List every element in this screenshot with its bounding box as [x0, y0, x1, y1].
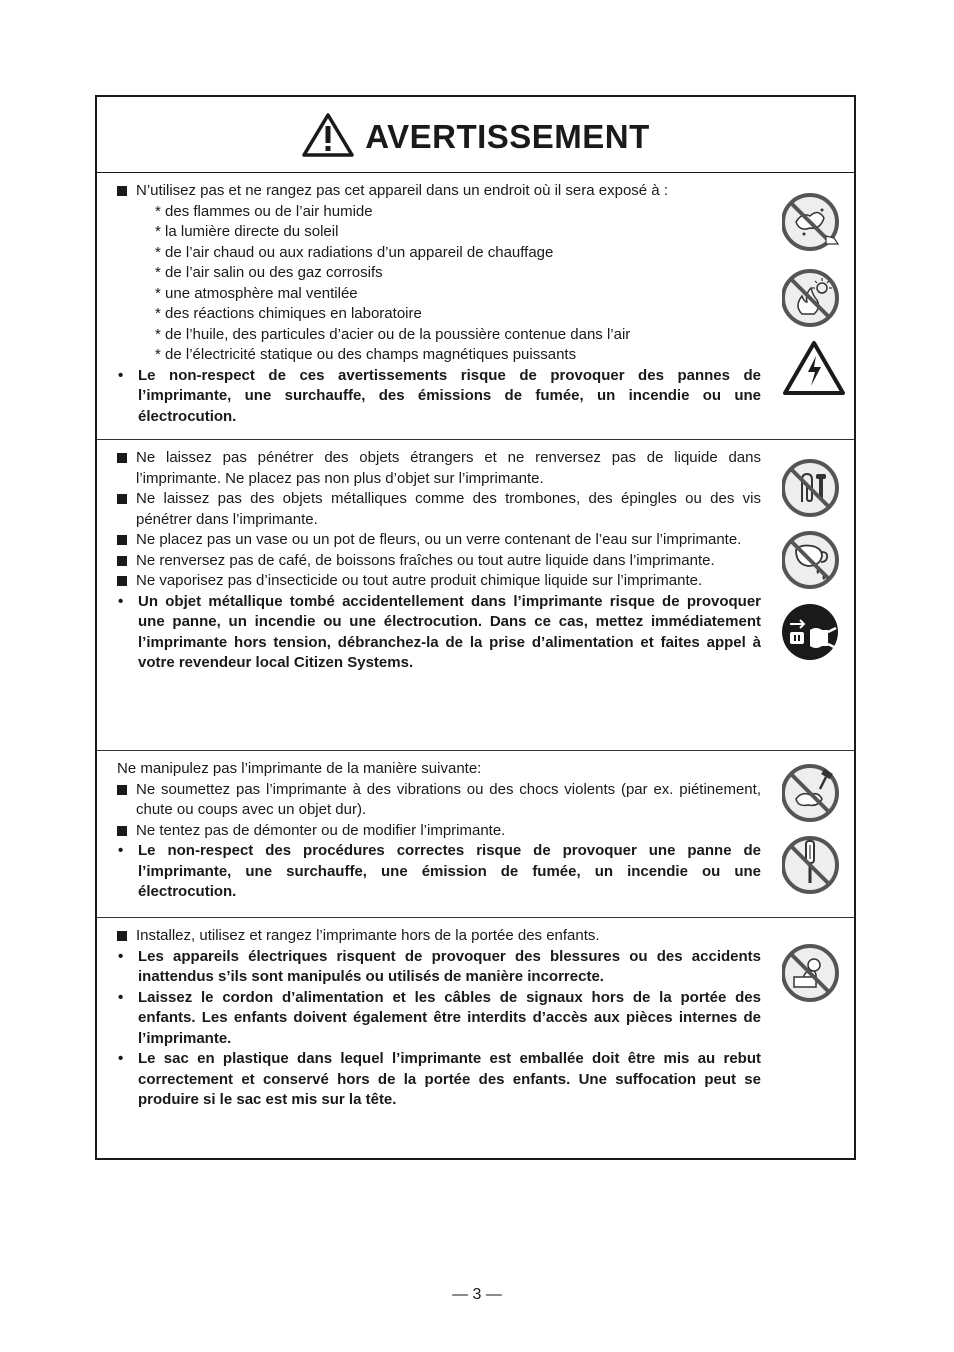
list-item: Ne soumettez pas l’imprimante à des vibrations ou des chocs violents (par ex. piétinement, chute ou coups avec un objet dur). — [117, 780, 761, 821]
warning-note: • Le non-respect de ces avertissements risque de provoquer des pannes de l’imprimante, une surchauffe, des émissions de fumée, un incendie ou une électrocution. — [118, 366, 761, 425]
list-item: Installez, utilisez et rangez l’imprimante hors de la portée des enfants. — [117, 926, 761, 947]
square-bullet-icon — [117, 556, 127, 566]
list-item: * de l’électricité statique ou des champs magnétiques puissants — [117, 345, 761, 366]
list-item: N’utilisez pas et ne rangez pas cet appareil dans un endroit où il sera exposé à : — [117, 181, 761, 202]
list-item: * une atmosphère mal ventilée — [117, 284, 761, 305]
list-item: * de l’air salin ou des gaz corrosifs — [117, 263, 761, 284]
list-item: Ne laissez pas des objets métalliques comme des trombones, des épingles ou des vis pénétrer dans l’imprimante. — [117, 489, 761, 530]
square-bullet-icon — [117, 186, 127, 196]
section-intro: Ne manipulez pas l’imprimante de la manière suivante: — [117, 760, 482, 777]
no-humidity-icon — [782, 192, 842, 252]
warning-box — [95, 95, 856, 1160]
list-item: * des flammes ou de l’air humide — [117, 202, 761, 223]
square-bullet-icon — [117, 453, 127, 463]
square-bullet-icon — [117, 826, 127, 836]
no-disassembly-icon — [782, 835, 842, 895]
warning-header — [97, 97, 854, 173]
list-item: Ne vaporisez pas d’insecticide ou tout autre produit chimique liquide sur l’imprimante. — [117, 571, 761, 592]
list-item: * de l’air chaud ou aux radiations d’un appareil de chauffage — [117, 243, 761, 264]
page-number: — 3 — — [452, 1286, 502, 1303]
list-item: Ne renversez pas de café, de boissons fraîches ou tout autre liquide dans l’imprimante. — [117, 551, 761, 572]
section-children — [97, 917, 854, 1158]
square-bullet-icon — [117, 785, 127, 795]
no-metal-objects-icon — [782, 458, 842, 518]
warning-triangle-icon — [301, 112, 355, 158]
warning-note: • Les appareils électriques risquent de provoquer des blessures ou des accidents inattendus s’ils sont manipulés ou utilisés de manière incorrecte. — [118, 947, 761, 985]
warning-title: AVERTISSEMENT — [365, 117, 650, 155]
no-shock-icon — [782, 763, 842, 823]
list-item: Ne laissez pas pénétrer des objets étrangers et ne renversez pas de liquide dans l’imprimante. Ne placez pas non plus d’objet sur l’imprimante. — [117, 448, 761, 489]
no-liquid-icon — [782, 530, 842, 590]
square-bullet-icon — [117, 576, 127, 586]
unplug-icon — [782, 602, 842, 662]
no-fire-sun-icon — [782, 268, 842, 328]
list-item: * de l’huile, des particules d’acier ou de la poussière contenue dans l’air — [117, 325, 761, 346]
electric-shock-warning-icon — [782, 340, 846, 396]
warning-note: • Le sac en plastique dans lequel l’imprimante est emballée doit être mis au rebut correctement et conservé hors de la portée des enfants. Une suffocation peut se produire si le sac est mis sur la tête. — [118, 1050, 761, 1108]
warning-note: • Un objet métallique tombé accidentellement dans l’imprimante risque de provoquer une panne, un incendie ou une électrocution. Dans ce cas, mettez immédiatement l’imprimante hors tension, débranchez-la de la prise d’alimentation et faites appel à votre revendeur local Citizen Systems. — [118, 592, 761, 671]
section-handling — [97, 750, 854, 918]
square-bullet-icon — [117, 494, 127, 504]
square-bullet-icon — [117, 535, 127, 545]
section-foreign-objects — [97, 439, 854, 751]
warning-note: • Le non-respect des procédures correctes risque de provoquer une panne de l’imprimante, une surchauffe, une émission de fumée, un incendie ou une électrocution. — [118, 842, 761, 900]
section-environment — [97, 172, 854, 440]
list-item: Ne placez pas un vase ou un pot de fleurs, ou un verre contenant de l’eau sur l’imprimante. — [117, 530, 761, 551]
keep-from-children-icon — [782, 943, 842, 1003]
warning-note: • Laissez le cordon d’alimentation et les câbles de signaux hors de la portée des enfants. Les enfants doivent également être interdits d’accès aux pièces internes de l’imprimante. — [118, 988, 761, 1047]
square-bullet-icon — [117, 931, 127, 941]
list-item: * la lumière directe du soleil — [117, 222, 761, 243]
list-item: * des réactions chimiques en laboratoire — [117, 304, 761, 325]
list-item: Ne tentez pas de démonter ou de modifier l’imprimante. — [117, 821, 761, 842]
